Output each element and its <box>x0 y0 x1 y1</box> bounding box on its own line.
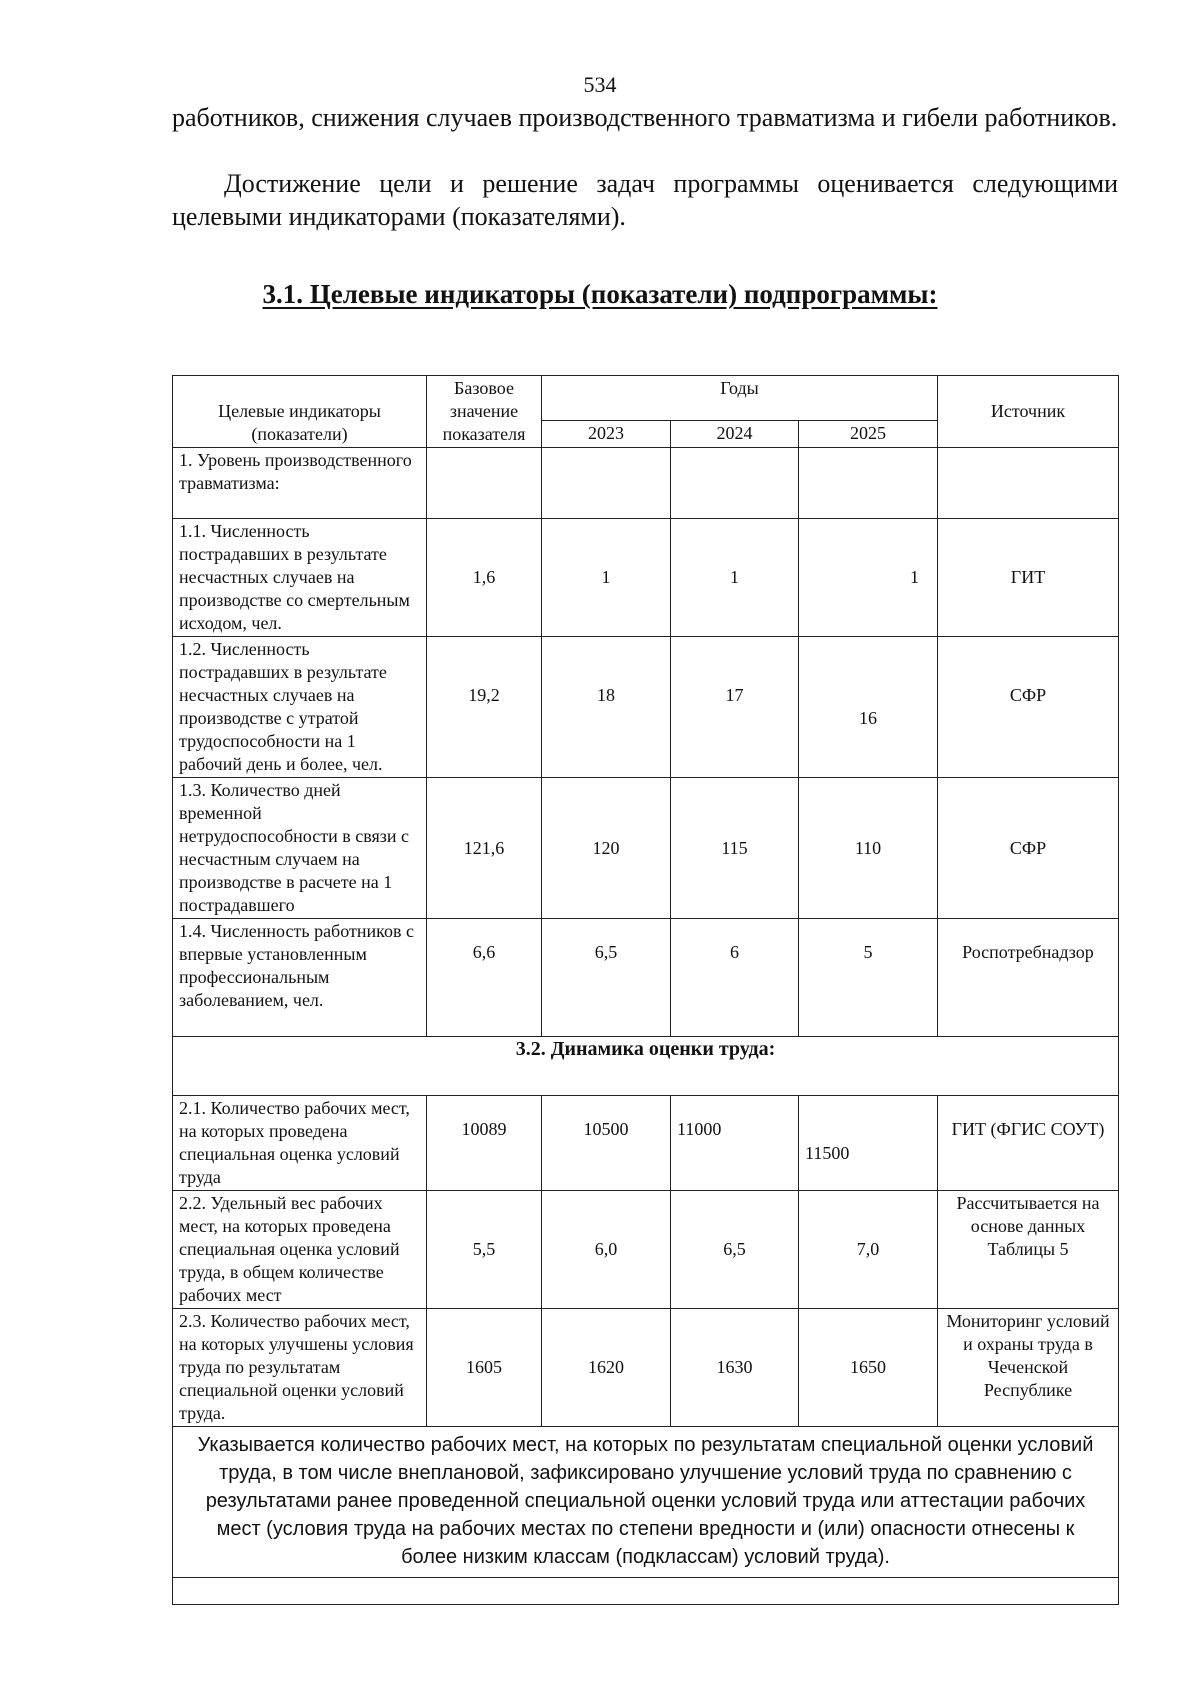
header-year-2023: 2023 <box>542 421 671 448</box>
value-2023: 6,0 <box>542 1191 671 1309</box>
base-value: 121,6 <box>427 778 542 919</box>
base-value: 10089 <box>427 1096 542 1191</box>
value-2025: 1650 <box>799 1309 938 1427</box>
indicator-name: 2.2. Удельный вес рабочих мест, на которых проведена специальная оценка условий труда, в общем количестве рабочих мест <box>173 1191 427 1309</box>
table-row <box>173 637 1119 778</box>
paragraph-intro: работников, снижения случаев производственного травматизма и гибели работников. <box>172 103 1118 132</box>
source: ГИТ <box>938 519 1119 637</box>
section-2-title: 3.2. Динамика оценки труда: <box>173 1037 1119 1096</box>
value-2024: 1 <box>671 519 799 637</box>
value-2023: 18 <box>542 637 671 778</box>
section-title: 3.1. Целевые индикаторы (показатели) подпрограммы: <box>262 279 938 309</box>
source: СФР <box>938 637 1119 778</box>
value-2025: 7,0 <box>799 1191 938 1309</box>
empty-row <box>173 1578 1119 1605</box>
value-2023: 120 <box>542 778 671 919</box>
value-2023: 10500 <box>542 1096 671 1191</box>
value-2025: 11500 <box>799 1096 938 1191</box>
base-value: 19,2 <box>427 637 542 778</box>
paragraph-indicators-intro: Достижение цели и решение задач программы оценивается следующими целевыми индикаторами (показателями). <box>172 169 1118 231</box>
indicator-name: 2.1. Количество рабочих мест, на которых проведена специальная оценка условий труда <box>173 1096 427 1191</box>
value-2024: 11000 <box>671 1096 799 1191</box>
value-2024: 115 <box>671 778 799 919</box>
source: СФР <box>938 778 1119 919</box>
table-note: Указывается количество рабочих мест, на которых по результатам специальной оценки условий труда, в том числе внеплановой, зафиксировано улучшение условий труда по сравнению с результатами ранее проведенной специальной оценки условий труда или аттестации рабочих мест (условия труда на рабочих местах по степени вредности и (или) опасности отнесены к более низким классам (подклассам) условий труда). <box>173 1427 1119 1578</box>
table-row <box>173 919 1119 1037</box>
base-value: 1605 <box>427 1309 542 1427</box>
value-2023: 6,5 <box>542 919 671 1037</box>
value-2025: 5 <box>799 919 938 1037</box>
value-2023: 1620 <box>542 1309 671 1427</box>
source: ГИТ (ФГИС СОУТ) <box>938 1096 1119 1191</box>
value-2025: 1 <box>799 519 938 637</box>
value-2024: 1630 <box>671 1309 799 1427</box>
section-2-row <box>173 1037 1119 1096</box>
header-source: Источник <box>938 376 1119 448</box>
indicator-name: 2.3. Количество рабочих мест, на которых улучшены условия труда по результатам специальной оценки условий труда. <box>173 1309 427 1427</box>
indicator-name: 1.3. Количество дней временной нетрудоспособности в связи с несчастным случаем на производстве в расчете на 1 пострадавшего <box>173 778 427 919</box>
indicators-table <box>172 375 1119 1605</box>
source: Роспотребнадзор <box>938 919 1119 1037</box>
source: Мониторинг условий и охраны труда в Чеченской Республике <box>938 1309 1119 1427</box>
header-indicator: Целевые индикаторы (показатели) <box>173 376 427 448</box>
table-row <box>173 1096 1119 1191</box>
table-row <box>173 1309 1119 1427</box>
header-years: Годы <box>542 376 938 421</box>
table-row <box>173 778 1119 919</box>
value-2024: 17 <box>671 637 799 778</box>
group-1-title: 1. Уровень производственного травматизма: <box>173 448 427 519</box>
table-row <box>173 519 1119 637</box>
table-row <box>173 1191 1119 1309</box>
indicator-name: 1.4. Численность работников с впервые установленным профессиональным заболеванием, чел. <box>173 919 427 1037</box>
base-value: 5,5 <box>427 1191 542 1309</box>
header-year-2025: 2025 <box>799 421 938 448</box>
page-number: 534 <box>583 72 617 97</box>
table-header-row <box>173 376 1119 421</box>
header-base-value: Базовое значение показателя <box>427 376 542 448</box>
header-year-2024: 2024 <box>671 421 799 448</box>
base-value: 6,6 <box>427 919 542 1037</box>
value-2025: 16 <box>799 637 938 778</box>
base-value: 1,6 <box>427 519 542 637</box>
value-2023: 1 <box>542 519 671 637</box>
value-2024: 6,5 <box>671 1191 799 1309</box>
value-2024: 6 <box>671 919 799 1037</box>
indicator-name: 1.1. Численность пострадавших в результате несчастных случаев на производстве со смертельным исходом, чел. <box>173 519 427 637</box>
note-row <box>173 1427 1119 1578</box>
value-2025: 110 <box>799 778 938 919</box>
source: Рассчитывается на основе данных Таблицы 5 <box>938 1191 1119 1309</box>
indicator-name: 1.2. Численность пострадавших в результате несчастных случаев на производстве с утратой трудоспособности на 1 рабочий день и более, чел. <box>173 637 427 778</box>
table-row-group-1 <box>173 448 1119 519</box>
